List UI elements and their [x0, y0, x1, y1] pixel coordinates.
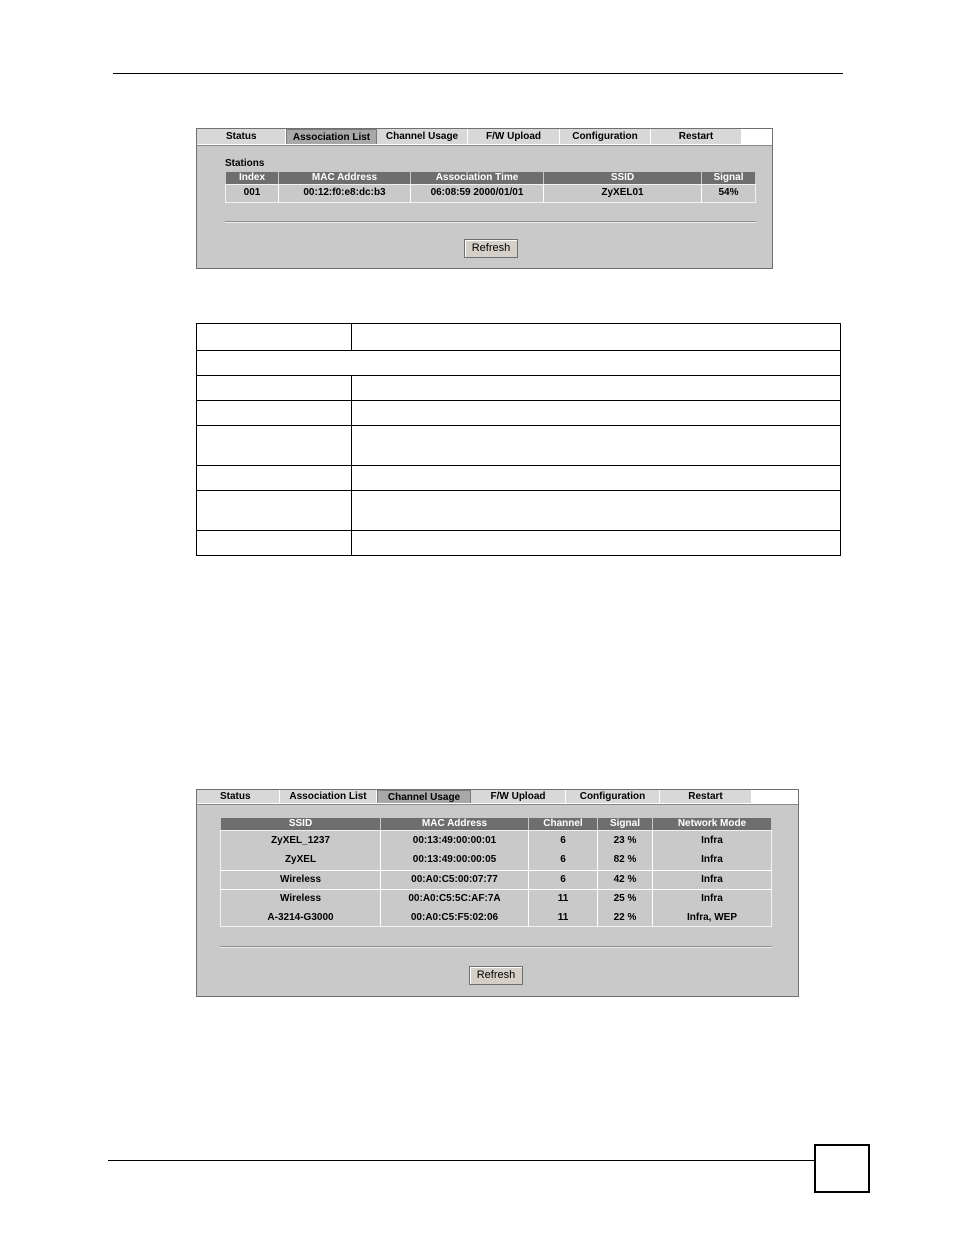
- table-cell: [197, 466, 352, 491]
- table-cell: [352, 324, 841, 351]
- cell-ssid: ZyXEL_1237: [221, 833, 380, 849]
- col-divider: [597, 830, 598, 927]
- tab-bar: [197, 790, 798, 805]
- row-divider: [220, 870, 772, 871]
- tab-association-list[interactable]: Association List: [280, 790, 377, 803]
- tab-restart[interactable]: Restart: [660, 790, 752, 803]
- field-description-table: [196, 323, 841, 556]
- table-cell: [197, 376, 352, 401]
- footer-rule: [108, 1160, 814, 1161]
- col-header-ssid: SSID: [544, 172, 701, 184]
- table-cell: [352, 376, 841, 401]
- cell-index: 001: [226, 185, 278, 201]
- cell-mac-address: 00:13:49:00:00:05: [381, 852, 528, 868]
- cell-channel: 6: [529, 852, 597, 868]
- table-cell: [352, 531, 841, 556]
- stations-label: Stations: [225, 158, 265, 169]
- tab-channel-usage[interactable]: Channel Usage: [377, 790, 471, 803]
- cell-network-mode: Infra: [653, 872, 771, 888]
- col-header-association-time: Association Time: [411, 172, 543, 184]
- tab-fw-upload[interactable]: F/W Upload: [468, 129, 560, 144]
- col-divider: [278, 184, 279, 203]
- cell-signal: 42 %: [598, 872, 652, 888]
- cell-network-mode: Infra: [653, 891, 771, 907]
- cell-network-mode: Infra: [653, 852, 771, 868]
- tab-status[interactable]: Status: [197, 129, 286, 144]
- cell-network-mode: Infra: [653, 833, 771, 849]
- tab-channel-usage[interactable]: Channel Usage: [377, 129, 468, 144]
- table-row: [197, 401, 841, 426]
- table-cell: [197, 324, 352, 351]
- cell-ssid: Wireless: [221, 891, 380, 907]
- col-header-network-mode: Network Mode: [653, 818, 771, 830]
- cell-mac-address: 00:A0:C5:00:07:77: [381, 872, 528, 888]
- col-header-mac-address: MAC Address: [279, 172, 410, 184]
- col-header-channel: Channel: [529, 818, 597, 830]
- table-cell: [352, 491, 841, 531]
- col-header-mac-address: MAC Address: [381, 818, 528, 830]
- tab-configuration[interactable]: Configuration: [566, 790, 660, 803]
- col-divider: [410, 184, 411, 203]
- col-divider: [380, 830, 381, 927]
- col-divider: [652, 830, 653, 927]
- cell-mac-address: 00:12:f0:e8:dc:b3: [279, 185, 410, 201]
- page-number-box: [814, 1144, 870, 1193]
- col-divider: [543, 184, 544, 203]
- table-cell: [352, 466, 841, 491]
- table-cell: [197, 351, 841, 376]
- tab-configuration[interactable]: Configuration: [560, 129, 651, 144]
- table-row: [197, 376, 841, 401]
- col-header-ssid: SSID: [221, 818, 380, 830]
- col-header-signal: Signal: [702, 172, 755, 184]
- separator: [225, 221, 756, 223]
- table-cell: [352, 426, 841, 466]
- col-header-index: Index: [226, 172, 278, 184]
- table-row: [197, 351, 841, 376]
- tab-bar: [197, 129, 772, 146]
- cell-channel: 11: [529, 891, 597, 907]
- table-row: [197, 324, 841, 351]
- cell-mac-address: 00:13:49:00:00:01: [381, 833, 528, 849]
- channel-usage-panel: [196, 789, 799, 997]
- cell-channel: 11: [529, 910, 597, 926]
- col-divider: [701, 184, 702, 203]
- table-cell: [197, 531, 352, 556]
- tab-association-list[interactable]: Association List: [286, 129, 377, 144]
- table-cell: [197, 426, 352, 466]
- tab-restart[interactable]: Restart: [651, 129, 742, 144]
- cell-channel: 6: [529, 833, 597, 849]
- table-cell: [352, 401, 841, 426]
- cell-signal: 82 %: [598, 852, 652, 868]
- table-cell: [197, 401, 352, 426]
- cell-signal: 54%: [702, 185, 755, 201]
- refresh-button[interactable]: Refresh: [464, 239, 518, 258]
- tab-fw-upload[interactable]: F/W Upload: [471, 790, 566, 803]
- cell-signal: 25 %: [598, 891, 652, 907]
- cell-signal: 22 %: [598, 910, 652, 926]
- table-row: [197, 426, 841, 466]
- cell-network-mode: Infra, WEP: [653, 910, 771, 926]
- cell-ssid: ZyXEL: [221, 852, 380, 868]
- col-divider: [528, 830, 529, 927]
- cell-signal: 23 %: [598, 833, 652, 849]
- tab-status[interactable]: Status: [197, 790, 280, 803]
- col-header-signal: Signal: [598, 818, 652, 830]
- separator: [220, 946, 772, 948]
- table-row: [197, 531, 841, 556]
- cell-mac-address: 00:A0:C5:5C:AF:7A: [381, 891, 528, 907]
- cell-association-time: 06:08:59 2000/01/01: [411, 185, 543, 201]
- header-rule: [113, 73, 843, 74]
- association-list-panel: [196, 128, 773, 269]
- cell-ssid: ZyXEL01: [544, 185, 701, 201]
- cell-channel: 6: [529, 872, 597, 888]
- table-row: [197, 466, 841, 491]
- table-row: [197, 491, 841, 531]
- row-divider: [220, 889, 772, 890]
- table-cell: [197, 491, 352, 531]
- refresh-button[interactable]: Refresh: [469, 966, 523, 985]
- cell-ssid: A-3214-G3000: [221, 910, 380, 926]
- cell-ssid: Wireless: [221, 872, 380, 888]
- cell-mac-address: 00:A0:C5:F5:02:06: [381, 910, 528, 926]
